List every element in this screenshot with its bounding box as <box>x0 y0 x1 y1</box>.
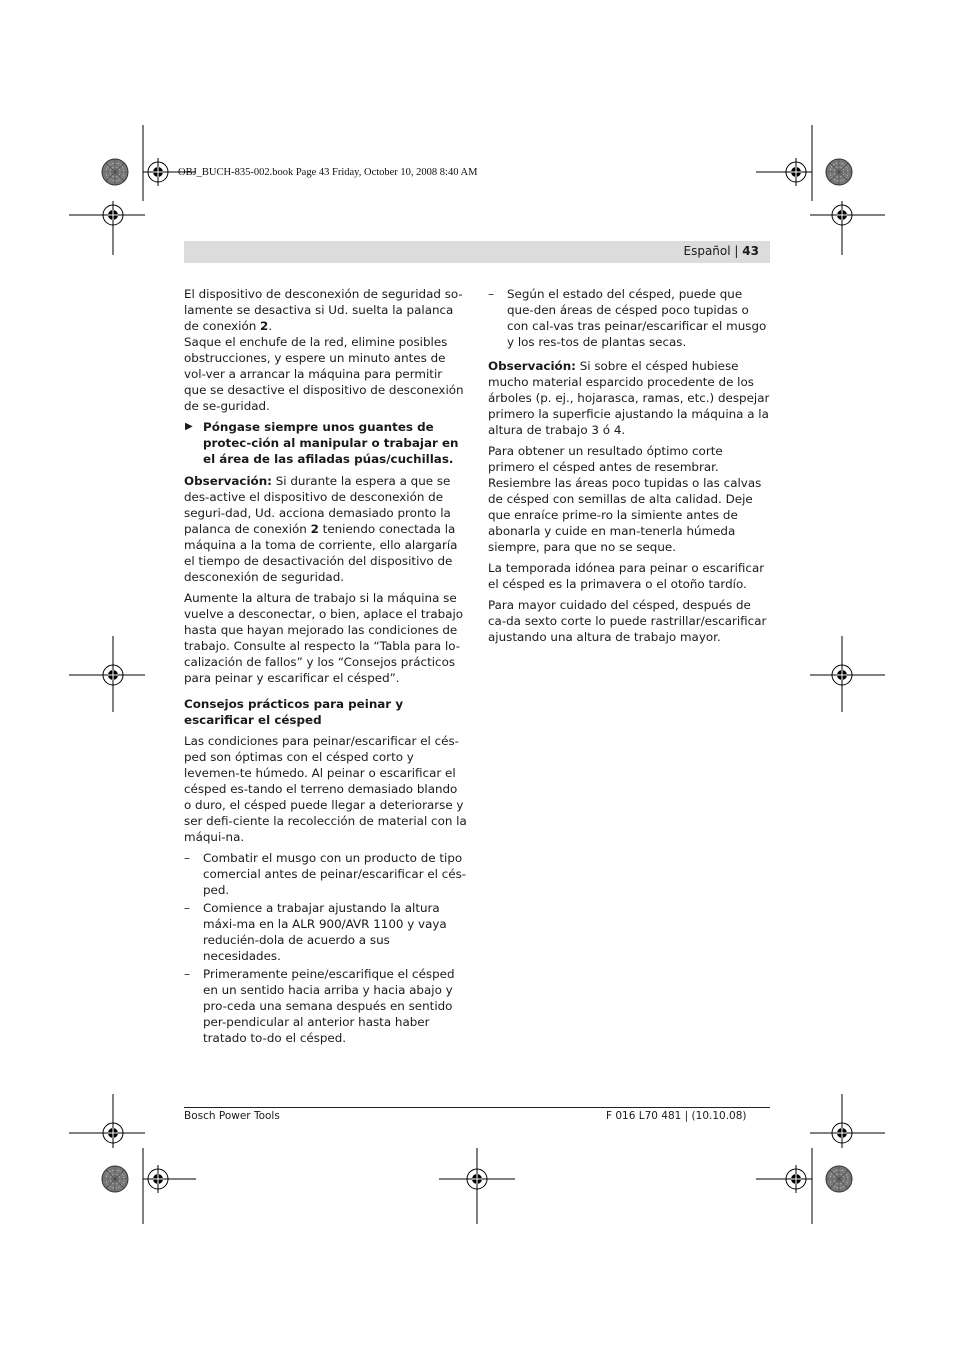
paragraph-care: Para mayor cuidado del césped, después de ca-da sexto corte lo puede rastrillar/escarificar ajustando una altura de trabajo mayor. <box>488 598 767 644</box>
warning-gloves: ▶ Póngase siempre unos guantes de protec-ción al manipular o trabajar en el área de las afiladas púas/cuchillas. <box>185 420 459 466</box>
paragraph-release-lever: El dispositivo de desconexión de seguridad so-lamente se desactiva si Ud. suelta la palanca de conexión 2. <box>184 287 463 333</box>
list-item: – Combatir el musgo con un producto de tipo comercial antes de peinar/escarificar el cés-ped. <box>184 851 467 897</box>
header-text <box>684 244 760 258</box>
warning-triangle-icon: ▶ <box>185 421 193 432</box>
footer-divider <box>184 1107 770 1108</box>
note-waiting: Observación: Si durante la espera a que se des-active el dispositivo de desconexión de seguri-dad, Ud. acciona demasiado pronto la palanca de conexión 2 teniendo conectada la máquina a la toma de corriente, ello alargaría el tiempo de desactivación del dispositivo de desconexión de seguridad. <box>184 474 458 584</box>
dash-marker: – <box>488 287 494 301</box>
list-item: – Primeramente peine/escarifique el césped en un sentido hacia arriba y hacia abajo y pro-ceda una semana después en sentido per-pendicular al anterior hasta haber tratado to-do el césped. <box>184 967 455 1045</box>
footer-doc-id: F 016 L70 481 | (10.10.08) <box>606 1110 747 1122</box>
paragraph-working-height: Aumente la altura de trabajo si la máquina se vuelve a desconectar, o bien, aplace el trabajo hasta que hayan mejorado las condiciones de trabajo. Consulte al respecto la “Tabla para lo-calización de fallos” y los “Consejos prácticos para peinar y escarificar el césped”. <box>184 591 464 685</box>
header-language: Español <box>683 244 731 258</box>
left-column <box>184 286 468 1048</box>
list-item: – Según el estado del césped, puede que que-den áreas de césped poco tupidas o con cal-vas tras peinar/escarificar el musgo y los res-tos de plantas secas. <box>488 287 767 349</box>
dash-marker: – <box>184 967 190 981</box>
paragraph-reseed: Para obtener un resultado óptimo corte primero el césped antes de resembrar. Resiembre las áreas poco tupidas o las calvas de césped con semillas de alta calidad. Deje que enraíce prime-ro la simiente antes de abonarla y cuide en man-tenerla húmeda siempre, para que no se seque. <box>488 444 762 554</box>
footer-brand: Bosch Power Tools <box>184 1110 280 1122</box>
dash-marker: – <box>184 901 190 915</box>
dash-marker: – <box>184 851 190 865</box>
paragraph-conditions: Las condiciones para peinar/escarificar el cés-ped son óptimas con el césped corto y levemen-te húmedo. Al peinar o escarificar el césped es-tando el terreno demasiado blando o duro, el césped puede llegar a deteriorarse y ser defi-ciente la recolección de material con la máqui-na. <box>184 734 467 844</box>
page-header <box>184 241 770 263</box>
print-slug: OBJ_BUCH-835-002.book Page 43 Friday, October 10, 2008 8:40 AM <box>178 167 478 178</box>
list-item: – Comience a trabajar ajustando la altura máxi-ma en la ALR 900/AVR 1100 y vaya reducién-dola de acuerdo a sus necesidades. <box>184 901 447 963</box>
page-number: 43 <box>742 244 759 258</box>
section-heading: Consejos prácticos para peinar y escarificar el césped <box>184 697 404 727</box>
paragraph-unplug: Saque el enchufe de la red, elimine posibles obstrucciones, y espere un minuto antes de vol-ver a arrancar la máquina para permitir que se desactive el dispositivo de desconexión de se-guridad. <box>184 335 464 413</box>
header-separator: | <box>734 244 739 258</box>
paragraph-season: La temporada idónea para peinar o escarificar el césped es la primavera o el otoño tardío. <box>488 561 765 591</box>
note-debris: Observación: Si sobre el césped hubiese mucho material esparcido procedente de los árboles (p. ej., hojarasca, ramas, etc.) despejar primero la superficie ajustando la máquina a la altura de trabajo 3 ó 4. <box>488 359 770 437</box>
right-column <box>488 286 772 650</box>
